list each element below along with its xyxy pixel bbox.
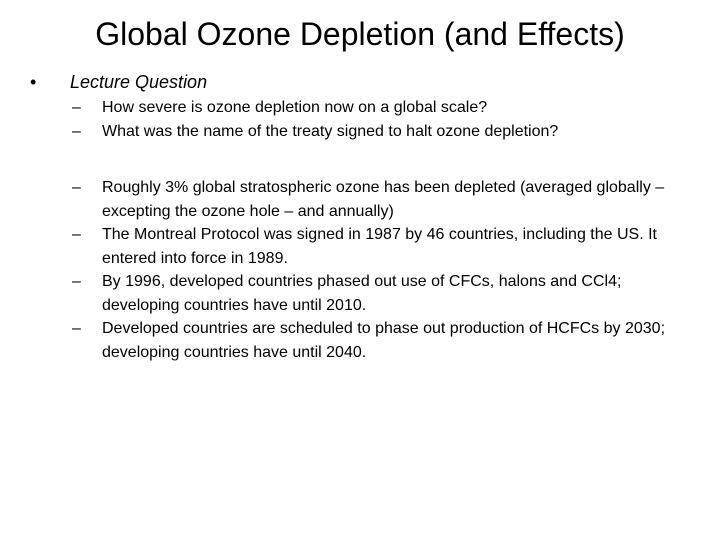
answer-item [72,176,692,223]
dash-icon: – [72,179,81,196]
lecture-question-label: Lecture Question [70,72,208,92]
question-text: How severe is ozone depletion now on a global scale? [102,99,488,116]
answer-item [72,317,692,364]
answer-text: Roughly 3% global stratospheric ozone has been depleted (averaged globally – excepting the ozone hole – and annually) [102,179,665,220]
lecture-question-bullet [30,68,207,96]
question-text: What was the name of the treaty signed to halt ozone depletion? [102,122,559,140]
dash-icon: – [72,273,81,290]
slide-title: Global Ozone Depletion (and Effects) [95,16,625,52]
question-item [72,120,692,144]
dash-icon: – [72,99,81,116]
dash-icon: – [72,122,81,140]
question-item [72,96,692,120]
answer-text: By 1996, developed countries phased out use of CFCs, halons and CCl4; developing countries have until 2010. [102,273,622,314]
dash-icon: – [72,226,81,243]
answer-list [72,176,692,364]
answer-item [72,223,692,270]
bullet-icon: • [30,72,37,92]
answer-text: The Montreal Protocol was signed in 1987 by 46 countries, including the US. It entered into force in 1989. [102,226,657,267]
dash-icon: – [72,320,81,337]
answer-item [72,270,692,317]
answer-text: Developed countries are scheduled to phase out production of HCFCs by 2030; developing countries have until 2040. [102,320,666,361]
question-list [72,96,692,143]
